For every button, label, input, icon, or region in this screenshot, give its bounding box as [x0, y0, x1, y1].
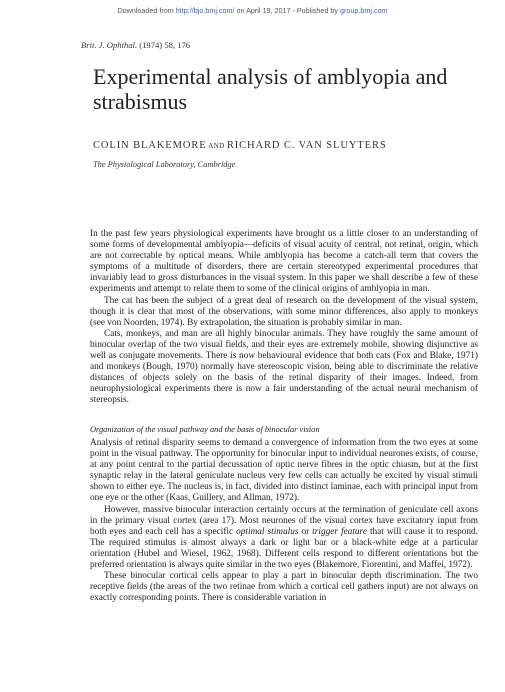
intro-paragraph-3: Cats, monkeys, and man are all highly binocular animals. They have roughly the same amount of binocular overlap of the two visual fields, and their eyes are extremely mobile, showing disjunctive as well as conjugate movements. There is now behavioural evidence that both cats (Fox and Blake, 1971) and monkeys (Bough, 1970) normally have stereoscopic vision, being able to discriminate the relative distances of objects solely on the basis of the retinal disparity of their images. Indeed, from neurophysiological experiments there is now a fair understanding of the actual neural mechanism of stereopsis.	[90, 328, 478, 406]
intro-paragraph-1: In the past few years physiological experiments have brought us a little closer to an understanding of some forms of developmental amblyopia—deficits of visual acuity of central, not retinal, origin, which are not correctable by optical means. While amblyopia has become a catch-all term that covers the symptoms of a multitude of disorders, there are certain stereotyped experimental procedures that invariably lead to gross disturbances in the visual system. In this paper we shall describe a few of these experiments and attempt to relate them to some of the clinical origins of amblyopia in man.	[90, 229, 478, 295]
section-paragraph-3: These binocular cortical cells appear to play a part in binocular depth discrimination. The two receptive fields (the areas of the two retinae from which a cortical cell gathers input) are not always on exactly corresponding points. There is considerable variation in	[90, 571, 478, 604]
journal-citation	[81, 40, 190, 50]
authors-and: AND	[206, 142, 227, 150]
intro-section	[90, 229, 478, 407]
section-heading: Organization of the visual pathway and the basis of binocular vision	[90, 425, 320, 434]
banner-prefix: Downloaded from	[117, 6, 176, 15]
volume-info: (1974) 58, 176	[137, 40, 191, 50]
intro-paragraph-2: The cat has been the subject of a great deal of research on the development of the visual system, though it is clear that most of the observations, with some minor differences, also apply to monkeys (see von Noorden, 1974). By extrapolation, the situation is probably similar in man.	[90, 295, 478, 328]
author-2: RICHARD C. VAN SLUYTERS	[226, 140, 387, 151]
article-title: Experimental analysis of amblyopia and strabismus	[93, 64, 448, 114]
section-paragraph-2	[90, 505, 478, 572]
trigger-feature-term: trigger feature	[312, 526, 367, 537]
affiliation: The Physiological Laboratory, Cambridge	[93, 160, 236, 169]
section-paragraph-2-part-1: However, massive binocular interaction certainly occurs at the termination of geniculate cell axons in the primary visual cortex (area 17). Most neurones of the visual cortex have excitatory input from both eyes and each cell has a specific	[90, 504, 478, 537]
section-paragraph-2-or: or	[298, 526, 313, 537]
banner-journal-link[interactable]: http://bjo.bmj.com/	[175, 6, 235, 15]
section-paragraph-1: Analysis of retinal disparity seems to demand a convergence of information from the two eyes at some point in the visual pathway. The opportunity for binocular input to individual neurones exists, of course, at any point central to the partial decussation of optic nerve fibres in the optic chiasm, but at the first synaptic relay in the lateral geniculate nucleus very few cells can actually be excited by visual stimuli shown to either eye. The nucleus is, in fact, divided into distinct laminae, each with principal input from one eye or the other (Kaas, Guillery, and Allman, 1972).	[90, 438, 478, 504]
journal-name: Brit. J. Ophthal.	[81, 40, 138, 50]
banner-middle: on April 19, 2017 - Published by	[234, 6, 341, 15]
banner-group-link[interactable]: group.bmj.com	[340, 6, 388, 15]
section-paragraph-2-part-2: that will cause it to respond. The required stimulus is almost always a dark or light bar or a black-white edge at a particular orientation (Hubel and Wiesel, 1962, 1968). Different cells respond to different orientations but the preferred orientation is always quite similar in the two eyes (Blakemore, Fiorentini, and Maffei, 1972).	[90, 526, 478, 571]
author-1: COLIN BLAKEMORE	[93, 140, 207, 151]
download-banner	[0, 6, 505, 15]
authors-line	[93, 140, 387, 151]
optimal-stimulus-term: optimal stimulus	[236, 526, 299, 537]
visual-pathway-section	[90, 438, 478, 604]
